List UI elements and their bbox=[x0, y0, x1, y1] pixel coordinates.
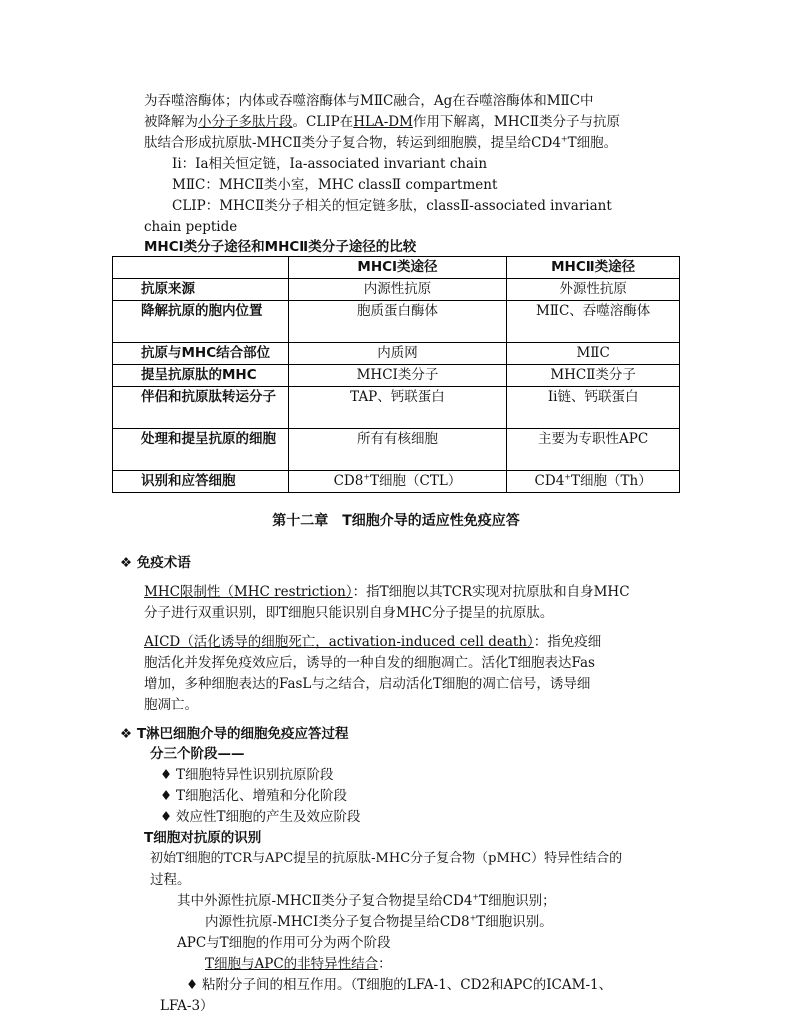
recognition-line-2: 过程。 bbox=[150, 872, 191, 888]
mhc-pathway-comparison-table bbox=[112, 256, 680, 493]
intro-line-1-text: 为吞噬溶酶体；内体或吞噬溶酶体与MⅡC融合，Ag在吞噬溶酶体和MⅡC中 bbox=[144, 93, 594, 109]
term-nonspecific-binding: T细胞与APC的非特异性结合 bbox=[205, 956, 379, 972]
bullet-icon: ❖ bbox=[120, 726, 133, 742]
definition-clip-line-2: chain peptide bbox=[144, 219, 238, 235]
section-heading-terms bbox=[120, 553, 191, 573]
table-row bbox=[113, 365, 680, 387]
superscript-plus: + bbox=[472, 892, 480, 902]
superscript-plus: + bbox=[564, 472, 571, 482]
aicd-line-3: 增加，多种细胞表达的FasL与之结合，启动活化T细胞的凋亡信号，诱导细 bbox=[144, 676, 591, 692]
table-row-label: 降解抗原的胞内位置 bbox=[113, 301, 289, 343]
th-text: T细胞（Th） bbox=[571, 473, 652, 489]
table-row-label: 抗原来源 bbox=[113, 279, 289, 301]
intro-line-2-post: 作用下解离，MHCⅡ类分子与抗原 bbox=[412, 114, 621, 130]
table-title: MHCⅠ类分子途径和MHCⅡ类分子途径的比较 bbox=[144, 239, 417, 255]
adhesion-line-2: LFA-3） bbox=[160, 998, 214, 1014]
endo-text-post: T细胞识别。 bbox=[476, 914, 553, 930]
table-row bbox=[113, 343, 680, 365]
definition-ii: Ii：Ia相关恒定链，Ia-associated invariant chain bbox=[172, 156, 488, 172]
bullet-icon: ❖ bbox=[120, 555, 133, 571]
table-cell bbox=[507, 471, 680, 493]
table-cell: 外源性抗原 bbox=[507, 279, 680, 301]
table-cell: 胞质蛋白酶体 bbox=[288, 301, 507, 343]
table-cell: 主要为专职性APC bbox=[507, 429, 680, 471]
table-row-label: 提呈抗原肽的MHC bbox=[113, 365, 289, 387]
nonspecific-binding-line bbox=[205, 954, 392, 974]
exogenous-line bbox=[177, 891, 556, 911]
underlined-term-hla-dm: HLA-DM bbox=[353, 114, 413, 130]
intro-line-2-pre: 被降解为 bbox=[144, 114, 198, 130]
table-header-cell-empty bbox=[113, 257, 289, 279]
table-row-label: 识别和应答细胞 bbox=[113, 471, 289, 493]
table-row bbox=[113, 279, 680, 301]
definition-miic: MⅡC：MHCⅡ类小室，MHC classⅡ compartment bbox=[172, 177, 498, 193]
table-cell: MⅡC bbox=[507, 343, 680, 365]
table-cell: 内质网 bbox=[288, 343, 507, 365]
stages-title: 分三个阶段—— bbox=[150, 746, 245, 762]
table-row bbox=[113, 429, 680, 471]
stage-text: T细胞特异性识别抗原阶段 bbox=[176, 767, 334, 783]
aicd-line-2: 胞活化并发挥免疫效应后，诱导的一种自发的细胞凋亡。活化T细胞表达Fas bbox=[144, 655, 595, 671]
ctl-text: T细胞（CTL） bbox=[370, 473, 462, 489]
antigen-recognition-heading: T细胞对抗原的识别 bbox=[144, 830, 262, 846]
intro-line-1 bbox=[144, 91, 594, 111]
diamond-bullet-icon: ♦ bbox=[186, 977, 199, 993]
intro-line-3 bbox=[144, 133, 617, 153]
superscript-plus: + bbox=[560, 134, 568, 144]
intro-line-3-pre: 肽结合形成抗原肽-MHCⅡ类分子复合物，转运到细胞膜，提呈给CD4 bbox=[144, 135, 561, 151]
endo-text: 内源性抗原-MHCⅠ类分子复合物提呈给CD8 bbox=[205, 914, 470, 930]
table-cell bbox=[288, 471, 507, 493]
stage-text: 效应性T细胞的产生及效应阶段 bbox=[176, 809, 361, 825]
section-heading-text: 免疫术语 bbox=[136, 555, 191, 571]
mhc-restriction-line-2: 分子进行双重识别，即T细胞只能识别自身MHC分子提呈的抗原肽。 bbox=[144, 605, 554, 621]
aicd-def-text: ：指免疫细 bbox=[533, 634, 602, 650]
table-row-label: 伴侣和抗原肽转运分子 bbox=[113, 387, 289, 429]
table-cell: Ii链、钙联蛋白 bbox=[507, 387, 680, 429]
endogenous-line bbox=[205, 912, 553, 932]
term-mhc-restriction: MHC限制性（MHC restriction） bbox=[144, 584, 353, 600]
adhesion-text: 粘附分子间的相互作用。（T细胞的LFA-1、CD2和APC的ICAM-1、 bbox=[202, 977, 613, 993]
section-heading-process bbox=[120, 724, 349, 744]
list-item bbox=[160, 765, 334, 785]
table-cell: 所有有核细胞 bbox=[288, 429, 507, 471]
exo-text-post: T细胞识别； bbox=[479, 893, 556, 909]
table-cell: MHCⅠ类分子 bbox=[288, 365, 507, 387]
table-row bbox=[113, 301, 680, 343]
chapter-title: 第十二章 T细胞介导的适应性免疫应答 bbox=[272, 513, 520, 529]
table-cell: MⅡC、吞噬溶酶体 bbox=[507, 301, 680, 343]
term-aicd: AICD（活化诱导的细胞死亡，activation-induced cell death） bbox=[144, 634, 534, 650]
exo-text: 其中外源性抗原-MHCⅡ类分子复合物提呈给CD4 bbox=[177, 893, 473, 909]
underlined-term-small-peptide: 小分子多肽片段 bbox=[198, 114, 293, 130]
intro-line-3-post: T细胞。 bbox=[567, 135, 618, 151]
list-item bbox=[160, 807, 361, 827]
table-row bbox=[113, 471, 680, 493]
mhc-restriction-line-1 bbox=[144, 582, 630, 602]
section-heading-text: T淋巴细胞介导的细胞免疫应答过程 bbox=[136, 726, 349, 742]
superscript-plus: + bbox=[469, 913, 477, 923]
table-cell: MHCⅡ类分子 bbox=[507, 365, 680, 387]
apc-stage-line: APC与T细胞的作用可分为两个阶段 bbox=[177, 935, 391, 951]
definition-clip-line-1: CLIP：MHCⅡ类分子相关的恒定链多肽，classⅡ-associated invariant bbox=[172, 198, 612, 214]
aicd-line-4: 胞凋亡。 bbox=[144, 697, 198, 713]
cd4-text: CD4 bbox=[534, 473, 565, 489]
aicd-line-1 bbox=[144, 632, 601, 652]
stage-text: T细胞活化、增殖和分化阶段 bbox=[176, 788, 348, 804]
table-row-label: 抗原与MHC结合部位 bbox=[113, 343, 289, 365]
table-row bbox=[113, 387, 680, 429]
table-header-mhc-ii: MHCⅡ类途径 bbox=[507, 257, 680, 279]
superscript-plus: + bbox=[363, 472, 371, 482]
adhesion-line-1 bbox=[186, 975, 612, 995]
intro-line-2-mid: 。CLIP在 bbox=[292, 114, 354, 130]
table-cell: 内源性抗原 bbox=[288, 279, 507, 301]
intro-line-2 bbox=[144, 112, 620, 132]
diamond-bullet-icon: ♦ bbox=[160, 788, 173, 804]
mhc-def-text: ：指T细胞以其TCR实现对抗原肽和自身MHC bbox=[352, 584, 630, 600]
recognition-line-1: 初始T细胞的TCR与APC提呈的抗原肽-MHC分子复合物（pMHC）特异性结合的 bbox=[150, 851, 623, 866]
table-header-row bbox=[113, 257, 680, 279]
diamond-bullet-icon: ♦ bbox=[160, 767, 173, 783]
table-header-mhc-i: MHCⅠ类途径 bbox=[288, 257, 507, 279]
colon-text: ： bbox=[378, 956, 392, 972]
table-row-label: 处理和提呈抗原的细胞 bbox=[113, 429, 289, 471]
cd8-text: CD8 bbox=[333, 473, 364, 489]
table-cell: TAP、钙联蛋白 bbox=[288, 387, 507, 429]
list-item bbox=[160, 786, 347, 806]
diamond-bullet-icon: ♦ bbox=[160, 809, 173, 825]
